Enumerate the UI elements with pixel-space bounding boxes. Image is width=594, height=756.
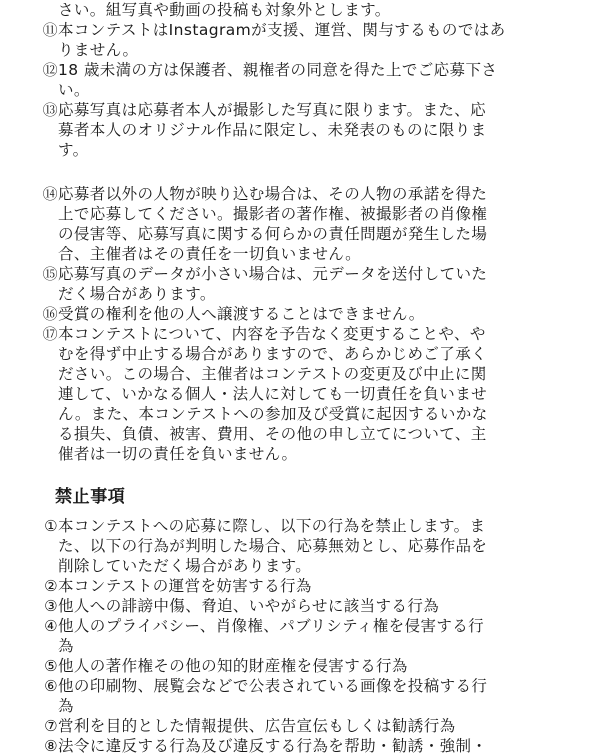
item-number: ⑥ [44, 677, 58, 695]
item-text: 受賞の権利を他の人へ譲渡することはできません。 [58, 305, 425, 323]
list-item [36, 60, 562, 100]
item-number: ⑯ [42, 305, 58, 323]
list-item [36, 264, 562, 304]
item-text: 他の印刷物、展覧会などで公表されている画像を投稿する行 為 [58, 677, 488, 715]
item-number: ⑦ [44, 717, 58, 735]
item-text: 本コンテストについて、内容を予告なく変更することや、や むを得ず中止する場合がありますので、あらかじめご了承く ださい。この場合、主催者はコンテストの変更及び中止に関 連して、いかなる個人・法人に対しても一切責任を負いませ ん。また、本コンテストへの参加及び受賞に起因するいかな る損失、負債、被害、費用、その他の申し立てについて、主 催者は一切の責任を負いません。 [58, 325, 488, 463]
item-number: ⑭ [42, 185, 58, 203]
list-item [36, 100, 562, 160]
list-item [36, 576, 562, 596]
list-item-continuation [58, 0, 564, 20]
item-text: 本コンテストへの応募に際し、以下の行為を禁止します。ま た、以下の行為が判明した場合、応募無効とし、応募作品を 削除していただく場合があります。 [58, 517, 488, 575]
list-item [36, 716, 562, 736]
item-text: 営利を目的とした情報提供、広告宣伝もしくは勧誘行為 [58, 717, 456, 735]
list-item [36, 184, 562, 264]
list-item [36, 736, 562, 756]
item-text: 他人への誹謗中傷、脅迫、いやがらせに該当する行為 [58, 597, 440, 615]
item-number: ③ [44, 597, 58, 615]
item-text: 18 歳未満の方は保護者、親権者の同意を得た上でご応募下さ い。 [58, 61, 498, 99]
item-number: ① [44, 517, 58, 535]
item-number: ⑰ [42, 325, 58, 343]
item-number: ⑮ [42, 265, 58, 283]
item-text: 応募写真のデータが小さい場合は、元データを送付していた だく場合があります。 [58, 265, 488, 303]
list-item [36, 616, 562, 656]
item-text: 本コンテストの運営を妨害する行為 [58, 577, 312, 595]
item-number: ⑫ [42, 61, 58, 79]
continuation-text: さい。組写真や動画の投稿も対象外とします。 [58, 1, 391, 19]
list-item [36, 324, 562, 464]
list-item [36, 596, 562, 616]
item-number: ④ [44, 617, 58, 635]
section-heading: 禁止事項 [55, 487, 126, 507]
rules-list [58, 0, 564, 20]
list-item [36, 304, 562, 324]
item-text: 本コンテストはInstagramが支援、運営、関与するものではあ りません。 [58, 21, 506, 59]
item-text: 他人のプライバシー、肖像権、パブリシティ権を侵害する行 為 [58, 617, 485, 655]
item-text: 応募者以外の人物が映り込む場合は、その人物の承諾を得た 上で応募してください。撮影者の著作権、被撮影者の肖像権 の侵害等、応募写真に関する何らかの責任問題が発生した場 合、主催者はその責任を一切負いません。 [58, 185, 488, 263]
item-text: 他人の著作権その他の知的財産権を侵害する行為 [58, 657, 408, 675]
spacer [36, 160, 562, 184]
item-text: 法令に違反する行為及び違反する行為を帮助・勧誘・強制・ [58, 737, 488, 755]
list-item [36, 20, 562, 60]
list-item [36, 676, 562, 716]
item-text: 応募写真は応募者本人が撮影した写真に限ります。また、応 募者本人のオリジナル作品に限定し、未発表のものに限りま す。 [58, 101, 487, 159]
item-number: ⑬ [42, 101, 58, 119]
list-item [36, 516, 562, 576]
item-number: ⑧ [44, 737, 58, 755]
item-number: ⑤ [44, 657, 58, 675]
rules-list-numbered [36, 20, 562, 464]
item-number: ⑪ [42, 21, 58, 39]
item-number: ② [44, 577, 58, 595]
list-item [36, 656, 562, 676]
prohibited-list [36, 516, 562, 756]
